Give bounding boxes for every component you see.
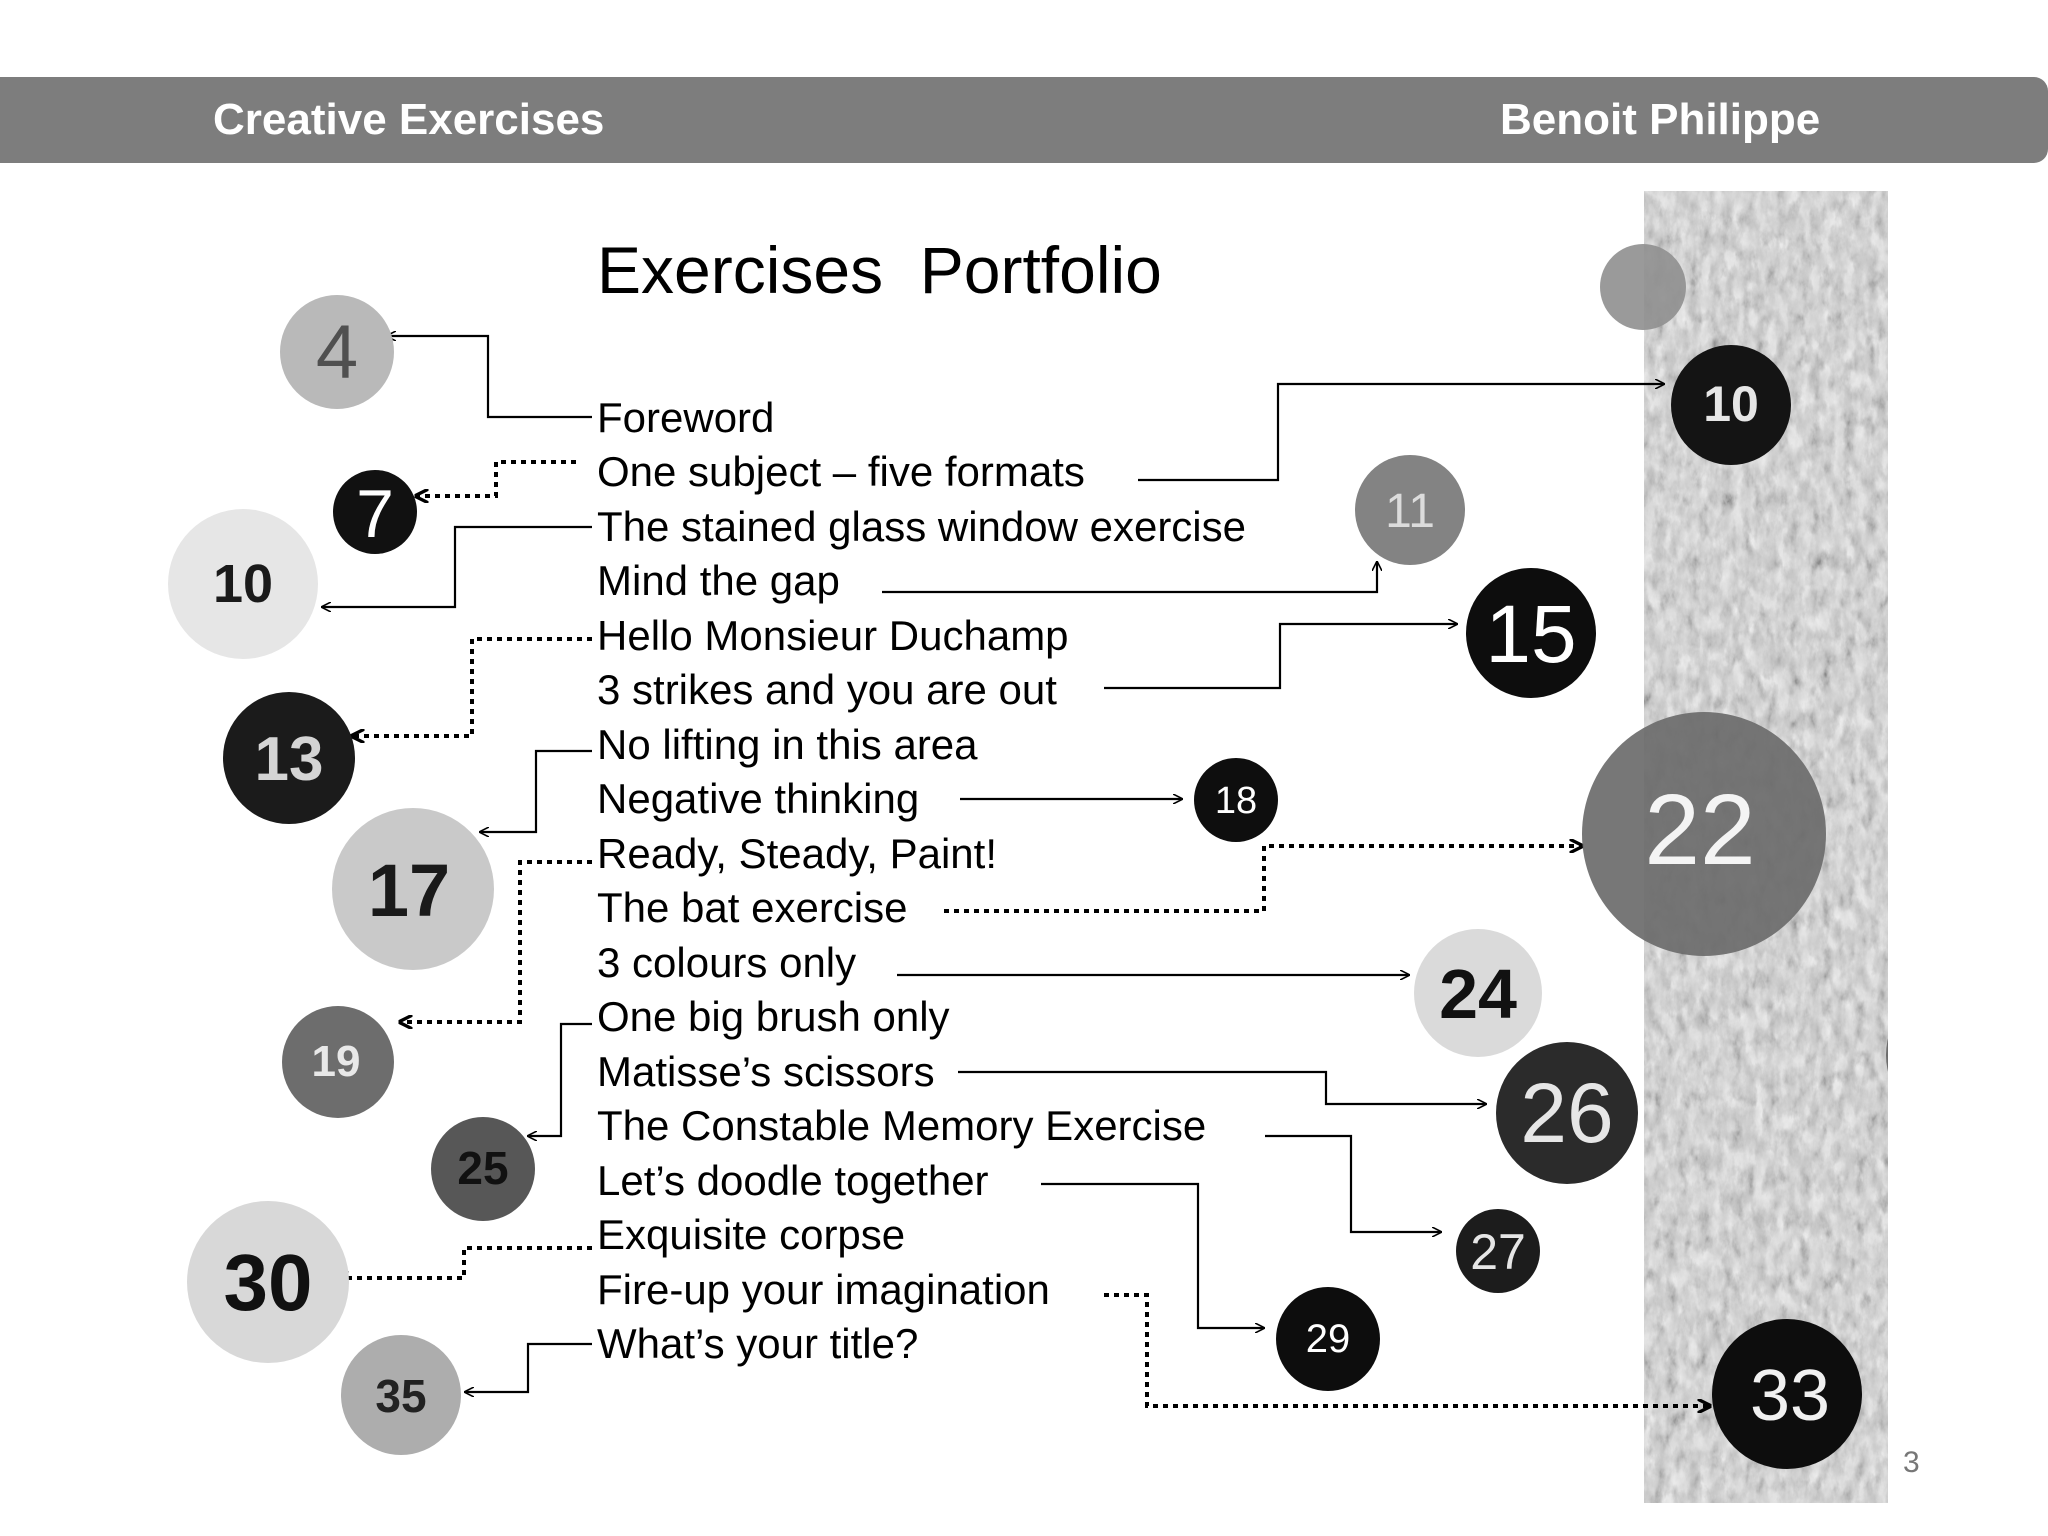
page-circle-19 xyxy=(282,1006,394,1118)
page-circle-22 xyxy=(1582,712,1826,956)
svg-text:10: 10 xyxy=(1703,376,1759,432)
exercise-item-matisse: Matisse’s scissors xyxy=(597,1045,937,1099)
page-circle-7 xyxy=(333,470,417,554)
svg-text:18: 18 xyxy=(1214,780,1258,822)
exercise-item-bat: The bat exercise xyxy=(597,881,910,935)
svg-text:24: 24 xyxy=(1439,955,1517,1033)
svg-text:17: 17 xyxy=(367,849,451,932)
svg-text:30: 30 xyxy=(223,1238,313,1327)
exercise-item-3-colours: 3 colours only xyxy=(597,936,858,990)
page-circle-35 xyxy=(341,1335,461,1455)
page-circle-10-left xyxy=(168,509,318,659)
exercise-item-mind-the-gap: Mind the gap xyxy=(597,554,842,608)
svg-text:25: 25 xyxy=(457,1142,509,1194)
exercise-item-duchamp: Hello Monsieur Duchamp xyxy=(597,609,1071,663)
exercise-item-constable: The Constable Memory Exercise xyxy=(597,1099,1208,1153)
page-circle-25 xyxy=(431,1117,535,1221)
header-title: Creative Exercises xyxy=(213,95,605,144)
exercise-item-one-big-brush: One big brush only xyxy=(597,990,952,1044)
page-circle-27 xyxy=(1456,1209,1540,1293)
exercise-item-stained-glass: The stained glass window exercise xyxy=(597,500,1248,554)
svg-text:29: 29 xyxy=(1305,1317,1351,1361)
svg-text:22: 22 xyxy=(1644,774,1756,886)
header-author: Benoit Philippe xyxy=(1500,95,1821,144)
exercise-item-one-subject: One subject – five formats xyxy=(597,445,1087,499)
page-circle-26 xyxy=(1496,1042,1638,1184)
exercise-item-whats-your-title: What’s your title? xyxy=(597,1317,920,1371)
svg-text:13: 13 xyxy=(254,725,324,794)
svg-text:33: 33 xyxy=(1749,1356,1831,1436)
svg-text:10: 10 xyxy=(212,554,274,614)
page-circle-17 xyxy=(332,808,494,970)
page-circle-29 xyxy=(1276,1287,1380,1391)
exercise-item-foreword: Foreword xyxy=(597,391,776,445)
exercise-item-ready-steady: Ready, Steady, Paint! xyxy=(597,827,999,881)
svg-text:27: 27 xyxy=(1470,1224,1526,1280)
svg-text:11: 11 xyxy=(1385,485,1435,538)
svg-text:7: 7 xyxy=(356,476,394,552)
svg-text:19: 19 xyxy=(311,1037,361,1086)
exercise-item-no-lifting: No lifting in this area xyxy=(597,718,980,772)
page-circle-24 xyxy=(1414,929,1542,1057)
slide-title: Exercises Portfolio xyxy=(597,233,1162,307)
page-circle-30 xyxy=(187,1201,349,1363)
page-circle-4 xyxy=(280,295,394,409)
svg-text:26: 26 xyxy=(1520,1066,1614,1160)
page-circle-15 xyxy=(1466,568,1596,698)
svg-text:35: 35 xyxy=(375,1370,427,1422)
page-circle-33 xyxy=(1712,1319,1862,1469)
exercise-item-fire-up: Fire-up your imagination xyxy=(597,1263,1052,1317)
page-circle-11 xyxy=(1355,455,1465,565)
decorative-circle xyxy=(1600,244,1686,330)
exercise-item-negative-thinking: Negative thinking xyxy=(597,772,921,826)
svg-text:15: 15 xyxy=(1485,589,1577,680)
page-circle-18 xyxy=(1194,758,1278,842)
exercise-item-doodle: Let’s doodle together xyxy=(597,1154,991,1208)
exercise-item-exquisite-corpse: Exquisite corpse xyxy=(597,1208,907,1262)
page-circle-13 xyxy=(223,692,355,824)
page-circle-10-right xyxy=(1671,345,1791,465)
exercise-item-3-strikes: 3 strikes and you are out xyxy=(597,663,1059,717)
page-number: 3 xyxy=(1903,1446,1920,1479)
svg-text:4: 4 xyxy=(315,310,359,395)
